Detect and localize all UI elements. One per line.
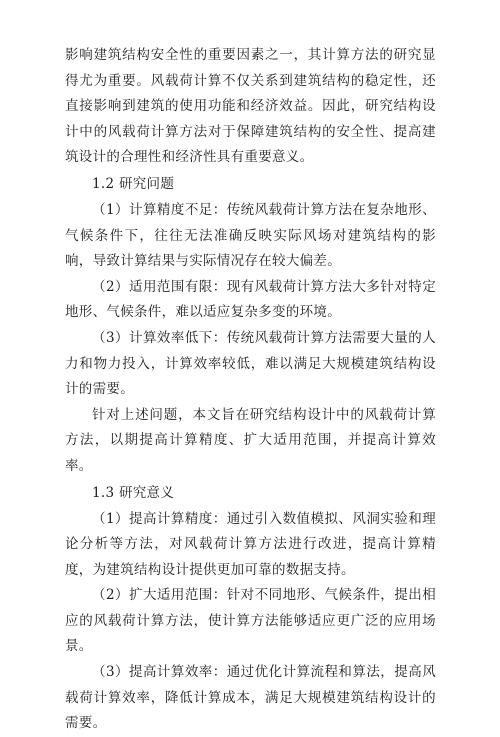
paragraph-1-3-item-2: （2）扩大适用范围：针对不同地形、气候条件，提出相应的风载荷计算方法，使计算方法能够适应更广泛的应用场景。 [65,587,436,655]
section-heading-1-2: 1.2 研究问题 [92,175,175,192]
section-heading-1-3: 1.3 研究意义 [92,484,175,501]
intro-paragraph: 影响建筑结构安全性的重要因素之一，其计算方法的研究显得尤为重要。风载荷计算不仅关系到建筑结构的稳定性，还直接影响到建筑的使用功能和经济效益。因此，研究结构设计中的风载荷计算方法对于保障建筑结构的安全性、提高建筑设计的合理性和经济性具有重要意义。 [65,47,436,166]
paragraph-1-2-item-2: （2）适用范围有限：现有风载荷计算方法大多针对特定地形、气候条件，难以适应复杂多变的环境。 [65,278,436,321]
paragraph-1-2-summary: 针对上述问题，本文旨在研究结构设计中的风载荷计算方法，以期提高计算精度、扩大适用范围，并提高计算效率。 [65,406,436,474]
paragraph-1-3-item-1: （1）提高计算精度：通过引入数值模拟、风洞实验和理论分析等方法，对风载荷计算方法进行改进，提高计算精度，为建筑结构设计提供更加可靠的数据支持。 [65,510,436,578]
paragraph-1-2-item-1: （1）计算精度不足：传统风载荷计算方法在复杂地形、气候条件下，往往无法准确反映实际风场对建筑结构的影响，导致计算结果与实际情况存在较大偏差。 [65,201,436,270]
paragraph-1-3-item-3: （3）提高计算效率：通过优化计算流程和算法，提高风载荷计算效率，降低计算成本，满足大规模建筑结构设计的需要。 [65,664,436,732]
paragraph-1-2-item-3: （3）计算效率低下：传统风载荷计算方法需要大量的人力和物力投入，计算效率较低，难以满足大规模建筑结构设计的需要。 [65,329,436,398]
